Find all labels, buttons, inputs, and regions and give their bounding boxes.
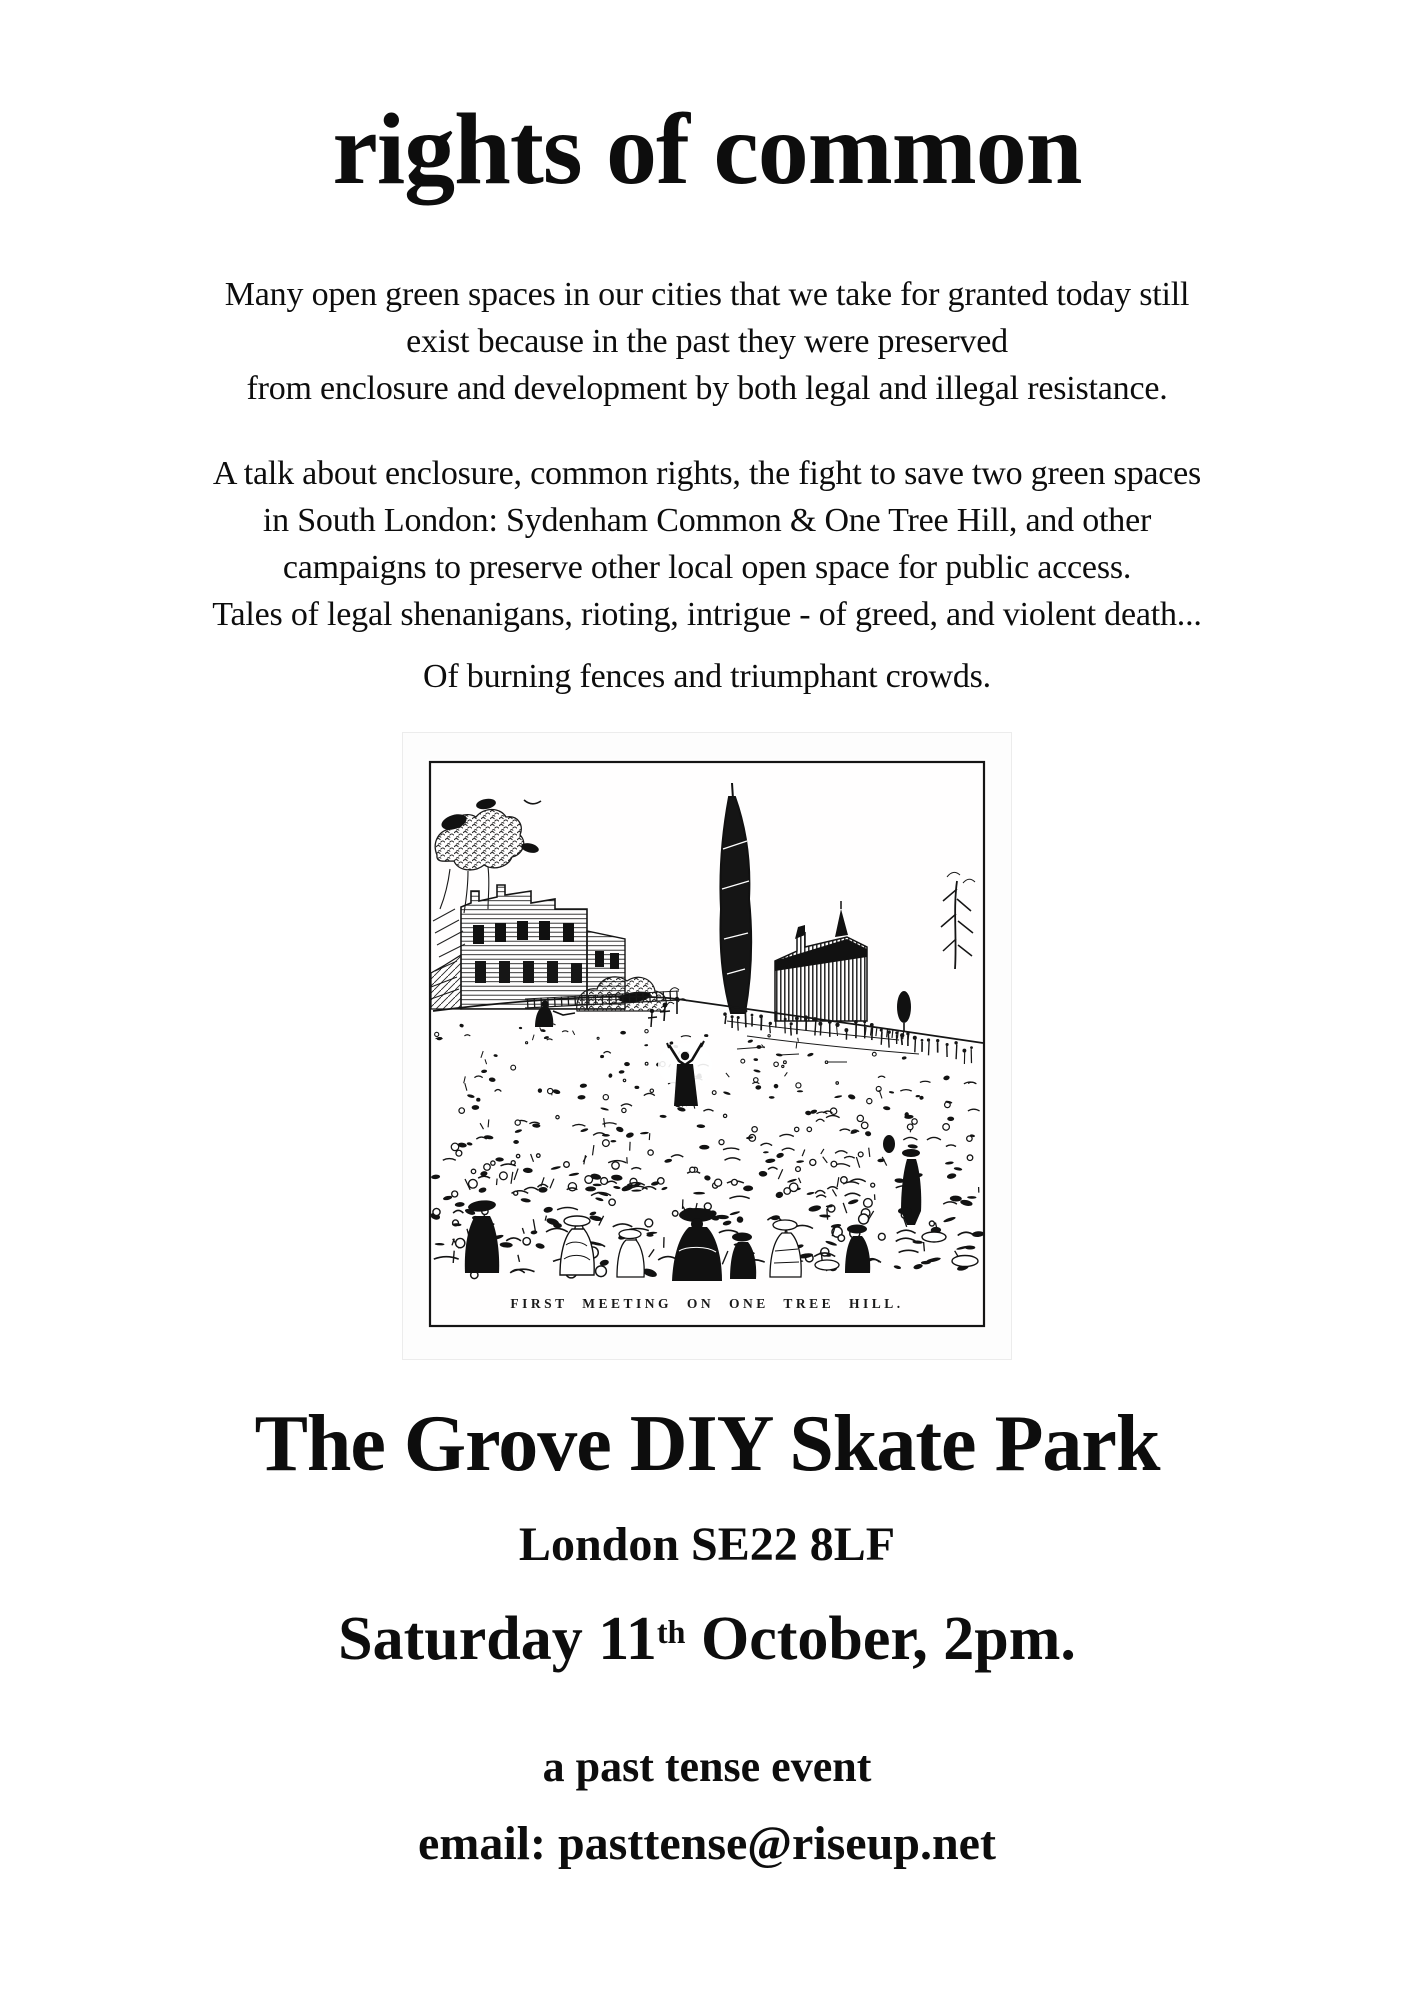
- date-ordinal: th: [656, 1614, 686, 1651]
- tagline: Of burning fences and triumphant crowds.: [423, 657, 991, 695]
- illustration-scan: [402, 732, 1012, 1360]
- poster-title: rights of common: [332, 93, 1082, 206]
- talk-line-1: A talk about enclosure, common rights, the fight to save two green spaces: [212, 454, 1202, 492]
- date-prefix: Saturday 11: [338, 1605, 657, 1674]
- church-sketch: [775, 901, 867, 1021]
- talk-line-3: campaigns to preserve other local open space for public access.: [282, 548, 1132, 586]
- intro-line-1: Many open green spaces in our cities that we take for granted today still: [224, 275, 1190, 313]
- contact-email: email: pasttense@riseup.net: [418, 1816, 996, 1870]
- speaker-figure: [658, 1041, 712, 1106]
- event-datetime: [0, 1601, 1414, 1679]
- talk-line-2: in South London: Sydenham Common & One Tree Hill, and other: [262, 501, 1152, 539]
- right-tree-sketch: [897, 872, 975, 1031]
- intro-line-2: exist because in the past they were preserved: [406, 322, 1008, 360]
- venue-address: London SE22 8LF: [518, 1517, 896, 1571]
- venue-name: The Grove DIY Skate Park: [254, 1399, 1160, 1488]
- talk-description-paragraph: [0, 450, 1414, 638]
- intro-line-3: from enclosure and development by both legal and illegal resistance.: [246, 369, 1168, 407]
- poplar-tree-sketch: [720, 783, 751, 1013]
- one-tree-hill-engraving: [427, 759, 987, 1329]
- organizer-line: a past tense event: [542, 1741, 872, 1791]
- intro-paragraph: [0, 271, 1414, 412]
- foreground-figures: [465, 1135, 978, 1281]
- engraving-caption: FIRST MEETING ON ONE TREE HILL.: [510, 1295, 904, 1311]
- talk-line-4: Tales of legal shenanigans, rioting, intrigue - of greed, and violent death...: [212, 595, 1202, 633]
- date-suffix: October, 2pm.: [685, 1605, 1076, 1674]
